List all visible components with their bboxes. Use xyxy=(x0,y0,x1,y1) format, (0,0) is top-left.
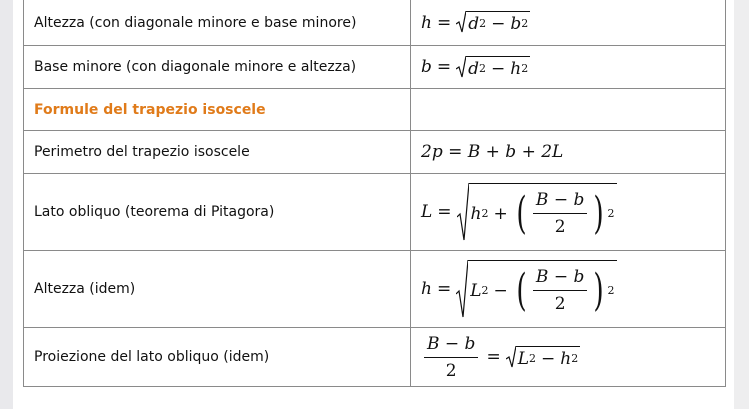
row-label: Base minore (con diagonale minore e altezza) xyxy=(24,46,411,89)
formula-lhs: h xyxy=(421,12,432,33)
table-row xyxy=(24,174,726,251)
fraction xyxy=(533,267,587,314)
numerator: B − b xyxy=(535,190,585,210)
sqrt-symbol: d 2 − h 2 xyxy=(456,56,530,79)
denominator: 2 xyxy=(554,217,566,237)
formula-projection xyxy=(421,334,580,381)
denominator: 2 xyxy=(554,294,566,314)
term: L xyxy=(517,348,529,369)
sqrt-symbol: L 2 − h 2 xyxy=(506,346,581,369)
table-row xyxy=(24,251,726,328)
minus-sign: − xyxy=(493,280,508,301)
right-paren: ) xyxy=(593,264,605,316)
minus-sign: − xyxy=(540,348,556,369)
denominator: 2 xyxy=(445,360,457,381)
term: h xyxy=(470,203,482,224)
formula-table xyxy=(23,0,726,387)
equals-sign: = xyxy=(486,347,501,367)
formula-lhs: h xyxy=(421,279,432,299)
term: d xyxy=(468,58,480,79)
formula-oblique-side xyxy=(421,183,617,241)
term: d xyxy=(468,14,480,34)
formula-cell xyxy=(411,174,726,251)
term: b xyxy=(510,14,522,34)
section-title: Formule del trapezio isoscele xyxy=(24,89,411,131)
formula-cell xyxy=(411,328,726,387)
row-label: Perimetro del trapezio isoscele xyxy=(24,131,411,174)
row-label: Proiezione del lato obliquo (idem) xyxy=(24,328,411,387)
table-row xyxy=(24,328,726,387)
row-label: Altezza (con diagonale minore e base minore) xyxy=(24,0,411,46)
minus-sign: − xyxy=(491,14,506,34)
term: L xyxy=(470,280,482,301)
term: h xyxy=(510,58,522,79)
minus-sign: − xyxy=(491,58,506,79)
table-row xyxy=(24,131,726,174)
sqrt-symbol: d 2 − b 2 xyxy=(456,11,530,34)
numerator: B − b xyxy=(535,267,585,287)
formula-cell xyxy=(411,131,726,174)
term: h xyxy=(560,348,572,369)
formula-base-minor xyxy=(421,56,530,79)
sqrt-symbol: L 2 − ( $\frac{B - b}{2}$ ) 2 xyxy=(456,260,616,318)
table-row xyxy=(24,0,726,46)
formula-cell xyxy=(411,46,726,89)
scrollbar-track[interactable] xyxy=(734,0,749,409)
left-paren: ( xyxy=(516,264,527,316)
section-header-row xyxy=(24,89,726,131)
formula-perimeter: 2p = B + b + 2L xyxy=(421,142,564,162)
left-margin xyxy=(0,0,13,409)
numerator: B − b xyxy=(427,333,476,354)
formula-height-isosceles xyxy=(421,260,617,318)
empty-cell xyxy=(411,89,726,131)
fraction xyxy=(424,334,478,381)
formula-cell xyxy=(411,251,726,328)
equals-sign: = xyxy=(437,202,452,222)
plus-sign: + xyxy=(493,203,508,224)
row-label: Lato obliquo (teorema di Pitagora) xyxy=(24,174,411,251)
left-paren: ( xyxy=(516,187,527,239)
table-row xyxy=(24,46,726,89)
equals-sign: = xyxy=(436,12,452,33)
sqrt-symbol: h 2 + ( $\frac{B - b}{2}$ ) 2 xyxy=(457,183,617,241)
right-paren: ) xyxy=(593,187,605,239)
formula-lhs: b xyxy=(421,57,432,77)
equals-sign: = xyxy=(436,57,452,77)
equals-sign: = xyxy=(436,279,452,299)
fraction xyxy=(533,190,587,237)
formula-lhs: L xyxy=(421,202,433,222)
formula-height-diagonal xyxy=(421,11,530,34)
row-label: Altezza (idem) xyxy=(24,251,411,328)
formula-cell xyxy=(411,0,726,46)
